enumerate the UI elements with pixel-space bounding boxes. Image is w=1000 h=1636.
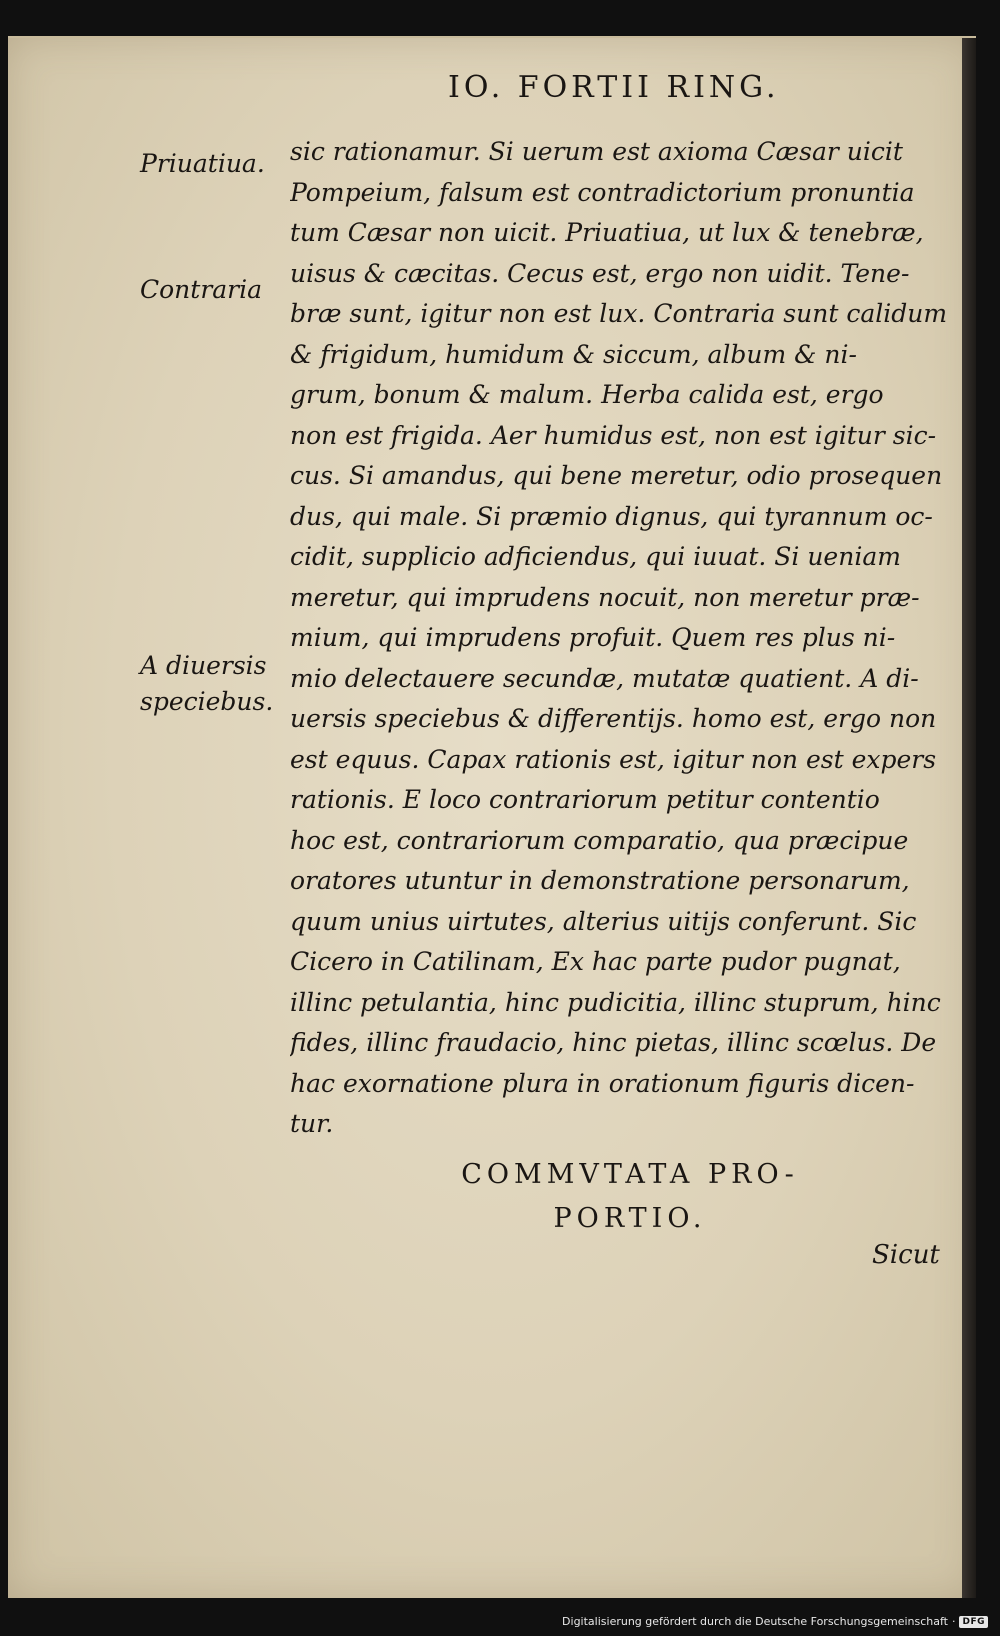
text-line: rationis. E loco contrariorum petitur contentio <box>290 785 880 814</box>
margin-note-a-diuersis: A diuersis <box>140 651 267 680</box>
text-line: quum unius uirtutes, alterius uitijs conferunt. Sic <box>290 906 917 936</box>
section-title <box>390 1153 870 1241</box>
text-line: dus, qui male. Si præmio dignus, qui tyrannum oc- <box>290 501 933 531</box>
text-line: est equus. Capax rationis est, igitur non est expers <box>290 744 937 774</box>
text-line: grum, bonum & malum. Herba calida est, ergo <box>290 380 884 409</box>
text-line: uersis speciebus & differentijs. homo est, ergo non <box>290 704 937 733</box>
footer-text: Digitalisierung gefördert durch die Deutsche Forschungsgemeinschaft <box>562 1615 948 1628</box>
body-text <box>290 132 980 1145</box>
book-page <box>8 36 976 1598</box>
margin-note-contraria: Contraria <box>140 275 263 304</box>
footer-separator: · <box>951 1615 956 1628</box>
running-head: IO. FORTII RING. <box>448 70 780 105</box>
text-line: meretur, qui imprudens nocuit, non meretur præ- <box>290 582 920 612</box>
text-line: & frigidum, humidum & siccum, album & ni- <box>290 339 857 369</box>
margin-note-priuatiua: Priuatiua. <box>140 149 265 178</box>
catchword: Sicut <box>872 1240 940 1270</box>
text-line: fides, illinc fraudacio, hinc pietas, illinc scœlus. De <box>290 1028 937 1057</box>
text-line: tur. <box>290 1109 334 1138</box>
text-line: Cicero in Catilinam, Ex hac parte pudor pugnat, <box>290 947 901 976</box>
section-title-line: COMMVTATA PRO- <box>461 1159 799 1190</box>
text-line: tum Cæsar non uicit. Priuatiua, ut lux & tenebræ, <box>290 218 924 247</box>
text-line: illinc petulantia, hinc pudicitia, illinc stuprum, hinc <box>290 987 941 1017</box>
text-line: mium, qui imprudens profuit. Quem res plus ni- <box>290 623 896 652</box>
dfg-logo-icon: DFG <box>959 1616 988 1628</box>
text-line: oratores utuntur in demonstratione personarum, <box>290 866 910 895</box>
text-line: cidit, supplicio adficiendus, qui iuuat. Si ueniam <box>290 542 901 571</box>
text-line: non est frigida. Aer humidus est, non est igitur sic- <box>290 420 937 450</box>
text-line: Pompeium, falsum est contradictorium pronuntia <box>290 177 915 207</box>
text-line: uisus & cæcitas. Cecus est, ergo non uidit. Tene- <box>290 258 910 288</box>
digitization-footer <box>562 1615 988 1628</box>
text-line: mio delectauere secundæ, mutatæ quatient. A di- <box>290 663 919 693</box>
text-line: cus. Si amandus, qui bene meretur, odio prosequen <box>290 461 943 490</box>
margin-note-speciebus: speciebus. <box>140 687 274 716</box>
text-line: hoc est, contrariorum comparatio, qua præcipue <box>290 825 909 855</box>
text-line: bræ sunt, igitur non est lux. Contraria sunt calidum <box>290 299 948 328</box>
text-line: hac exornatione plura in orationum figuris dicen- <box>290 1068 915 1098</box>
section-title-line: PORTIO. <box>553 1203 707 1234</box>
text-line: sic rationamur. Si uerum est axioma Cæsar uicit <box>290 137 903 166</box>
